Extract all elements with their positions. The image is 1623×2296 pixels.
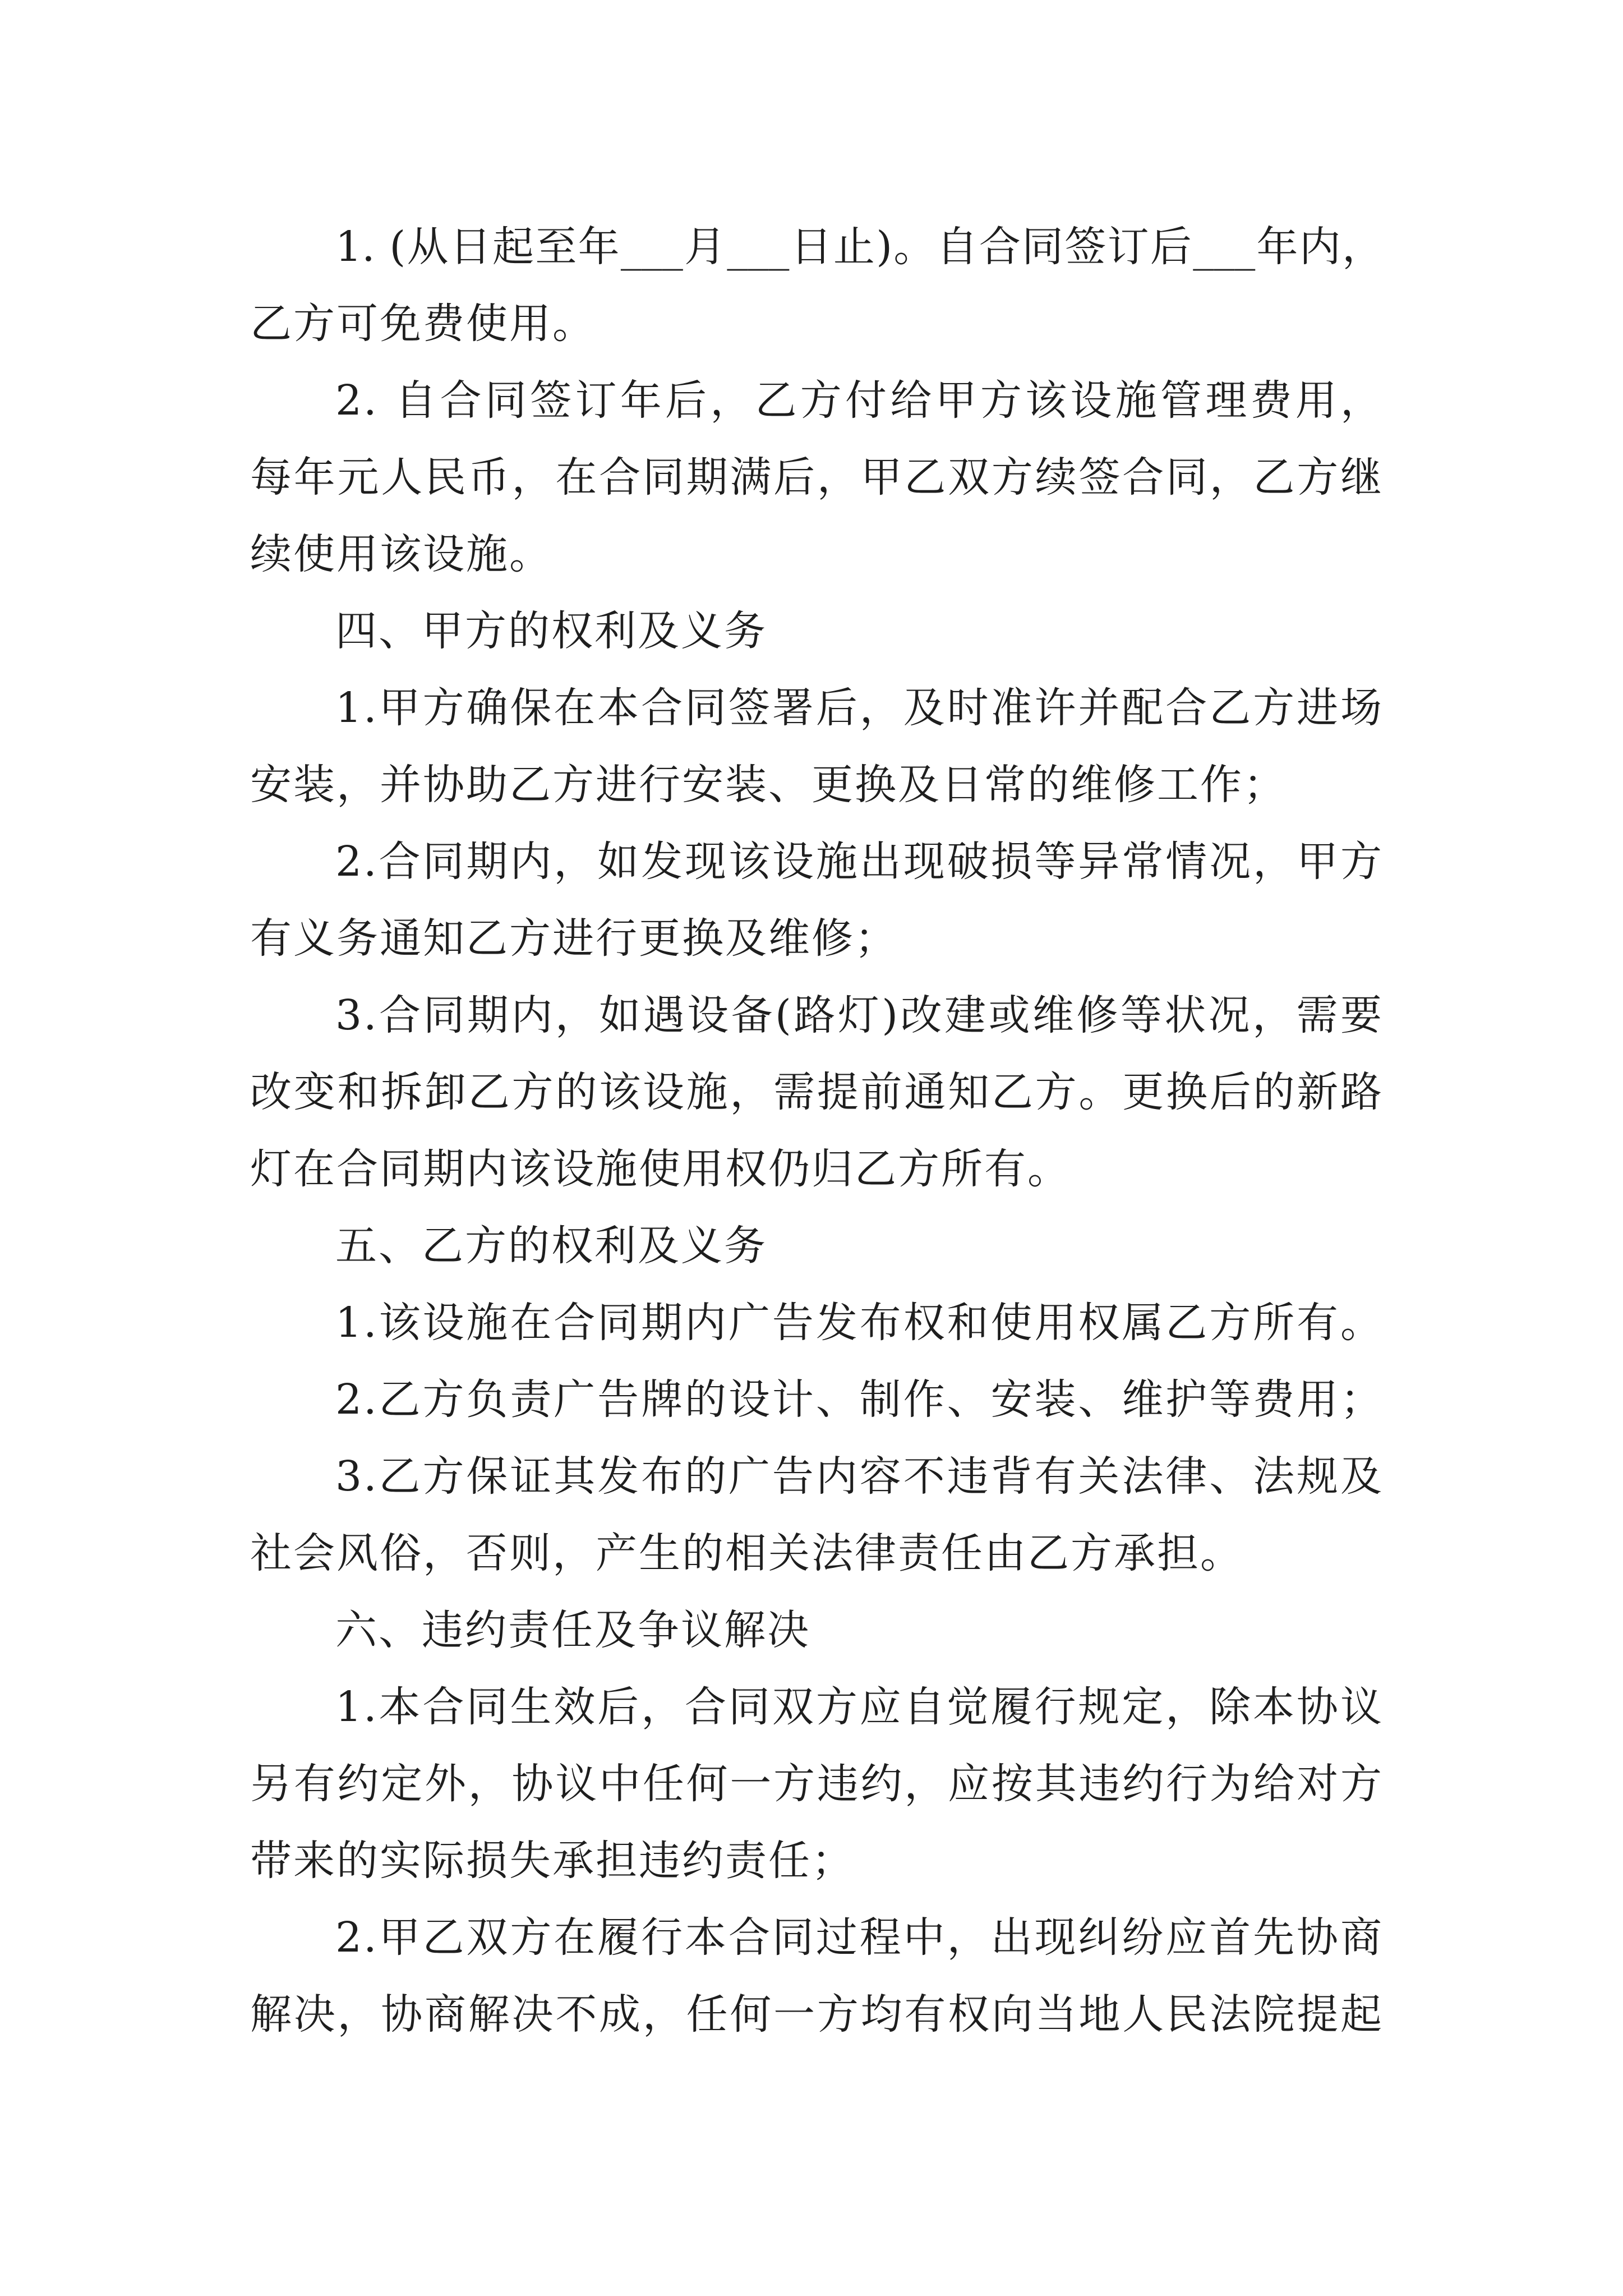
section-heading: 五、乙方的权利及义务 [335,1222,767,1270]
text-line: 1.该设施在合同期内广告发布权和使用权属乙方所有。 [335,1299,1384,1347]
section-heading: 四、甲方的权利及义务 [335,607,767,655]
text-line: 改变和拆卸乙方的该设施，需提前通知乙方。更换后的新路 [250,1068,1384,1116]
text-line: 续使用该设施。 [250,530,552,578]
text-line: 有义务通知乙方进行更换及维修； [250,914,898,963]
text-line: 2.乙方负责广告牌的设计、制作、安装、维护等费用； [335,1375,1384,1424]
clause-paragraph [250,823,1384,977]
text-line: 每年元人民币，在合同期满后，甲乙双方续签合同，乙方继 [250,453,1384,501]
text-line: 1.本合同生效后，合同双方应自觉履行规定，除本协议 [335,1683,1384,1731]
text-line: 社会风俗，否则，产生的相关法律责任由乙方承担。 [250,1529,1243,1577]
text-line: 解决，协商解决不成，任何一方均有权向当地人民法院提起 [250,1990,1384,2039]
text-line: 3.乙方保证其发布的广告内容不违背有关法律、法规及 [335,1452,1384,1501]
clause-paragraph [250,1361,1384,1438]
clause-paragraph [250,1285,1384,1361]
clause-paragraph [250,1669,1384,1899]
text-line: 乙方可免费使用。 [250,300,596,348]
text-line: 3.合同期内，如遇设备(路灯)改建或维修等状况，需要 [335,991,1384,1039]
text-line: 1. (从日起至年___月___日止)。自合同签订后___年内， [335,223,1384,271]
text-line: 带来的实际损失承担违约责任； [250,1837,855,1885]
section-party-a-rights [250,593,1384,1208]
clause-paragraph [250,977,1384,1208]
clause-paragraph [250,670,1384,823]
clause-paragraph [250,1899,1384,2053]
text-line: 安装，并协助乙方进行安装、更换及日常的维修工作； [250,761,1287,809]
text-line: 2.合同期内，如发现该设施出现破损等异常情况，甲方 [335,838,1384,886]
text-line: 1.甲方确保在本合同签署后，及时准许并配合乙方进场 [335,684,1384,732]
section-heading: 六、违约责任及争议解决 [335,1606,810,1654]
text-line: 另有约定外，协议中任何一方违约，应按其违约行为给对方 [250,1760,1384,1808]
section-party-b-rights [250,1208,1384,1592]
text-line: 2. 自合同签订年后，乙方付给甲方该设施管理费用， [335,376,1384,425]
clause-paragraph [250,362,1384,593]
clause-paragraph [250,1438,1384,1592]
section-breach-and-disputes [250,1592,1384,2053]
section-continued [250,209,1384,593]
text-line: 灯在合同期内该设施使用权仍归乙方所有。 [250,1145,1071,1193]
document-body [250,209,1384,2053]
clause-paragraph [250,209,1384,362]
text-line: 2.甲乙双方在履行本合同过程中，出现纠纷应首先协商 [335,1913,1384,1962]
